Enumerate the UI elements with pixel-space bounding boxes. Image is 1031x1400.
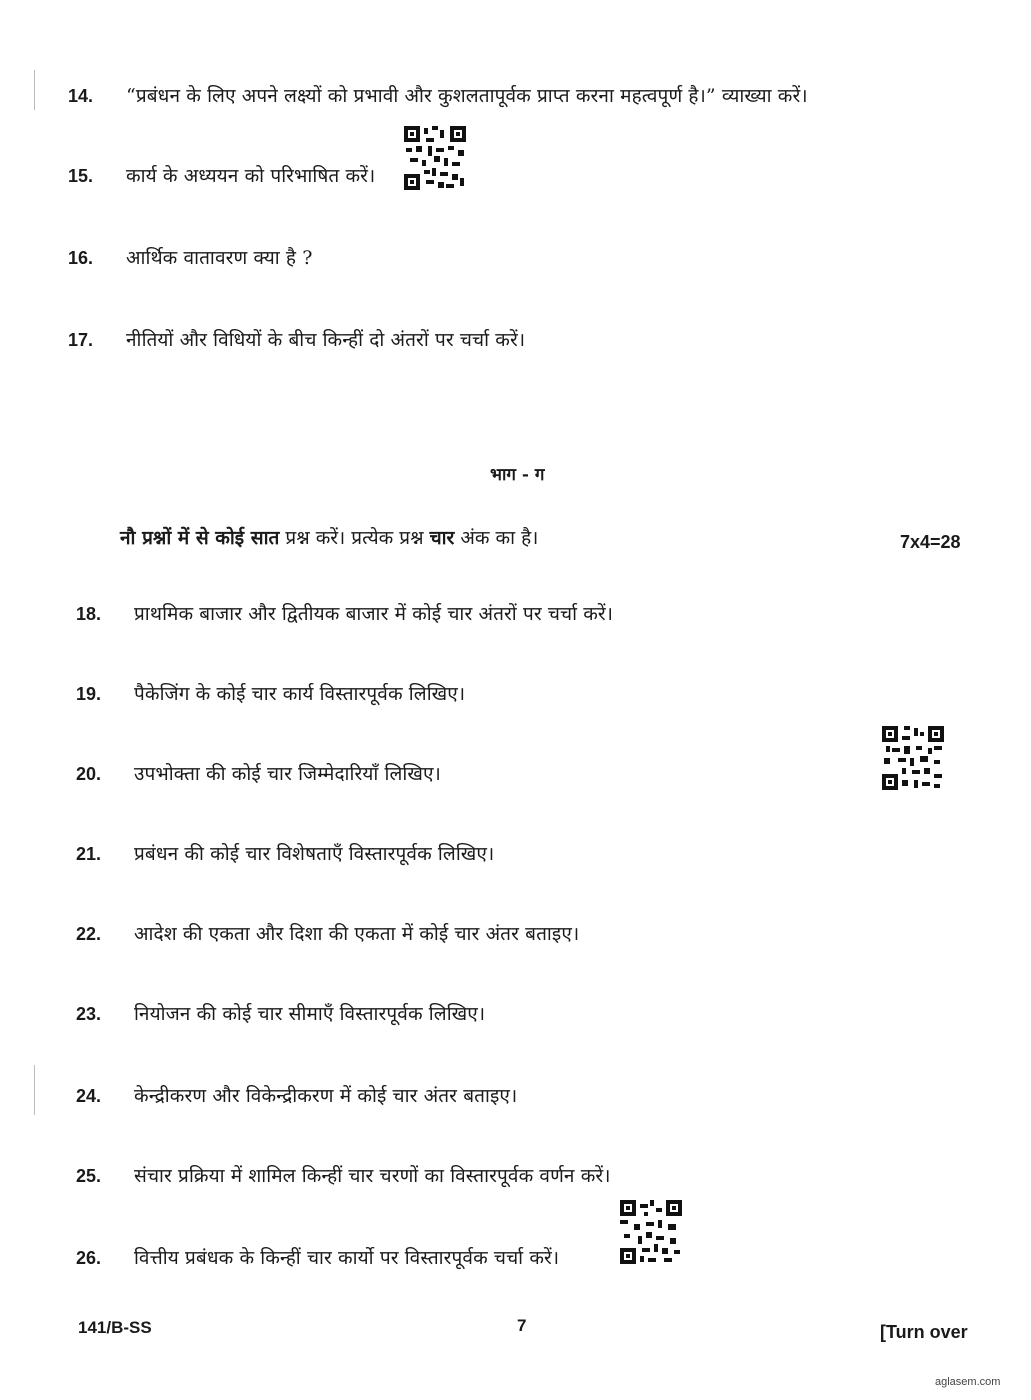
question-text: प्रबंधन की कोई चार विशेषताएँ विस्तारपूर्वक लिखिए।: [134, 843, 495, 865]
question-number: 25.: [76, 1166, 102, 1186]
question-text: “प्रबंधन के लिए अपने लक्ष्यों को प्रभावी और कुशलतापूर्वक प्राप्त करना महत्वपूर्ण है।” व्याख्या करें।: [126, 85, 808, 107]
question-number: 22.: [76, 924, 102, 944]
question-22: [76, 920, 579, 946]
question-number: 16.: [68, 248, 94, 268]
question-21: [76, 840, 494, 866]
question-text: पैकेजिंग के कोई चार कार्य विस्तारपूर्वक लिखिए।: [134, 683, 466, 705]
question-19: [76, 680, 465, 706]
margin-line: [34, 70, 35, 110]
question-number: 17.: [68, 330, 94, 350]
qr-code-icon: [404, 126, 466, 190]
question-number: 24.: [76, 1086, 102, 1106]
question-number: 18.: [76, 604, 102, 624]
question-20: [76, 760, 441, 786]
question-text: आर्थिक वातावरण क्या है ?: [126, 247, 313, 269]
question-26: [76, 1244, 559, 1270]
qr-code-icon: [620, 1200, 682, 1264]
question-17: [68, 326, 525, 352]
question-25: [76, 1162, 611, 1188]
question-text: नियोजन की कोई चार सीमाएँ विस्तारपूर्वक लिखिए।: [134, 1003, 486, 1025]
instruction-part: सात: [250, 527, 280, 549]
instruction-part: अंक का है।: [454, 527, 539, 549]
question-14: [68, 82, 808, 108]
question-number: 20.: [76, 764, 102, 784]
question-text: नीतियों और विधियों के बीच किन्हीं दो अंतरों पर चर्चा करें।: [126, 329, 526, 351]
question-text: केन्द्रीकरण और विकेन्द्रीकरण में कोई चार अंतर बताइए।: [134, 1085, 518, 1107]
question-number: 15.: [68, 166, 94, 186]
question-text: आदेश की एकता और दिशा की एकता में कोई चार अंतर बताइए।: [134, 923, 580, 945]
watermark: aglasem.com: [935, 1376, 1001, 1388]
section-marks: 7x4=28: [900, 532, 961, 552]
question-text: उपभोक्ता की कोई चार जिम्मेदारियाँ लिखिए।: [134, 763, 441, 785]
question-text: कार्य के अध्ययन को परिभाषित करें।: [126, 165, 376, 187]
question-16: [68, 244, 313, 270]
question-text: प्राथमिक बाजार और द्वितीयक बाजार में कोई चार अंतरों पर चर्चा करें।: [134, 603, 614, 625]
instruction-part: चार: [429, 527, 455, 549]
question-number: 23.: [76, 1004, 102, 1024]
question-number: 14.: [68, 86, 94, 106]
paper-code: 141/B-SS: [78, 1318, 152, 1337]
margin-line: [34, 1065, 35, 1115]
section-title: भाग - ग: [490, 465, 545, 485]
question-23: [76, 1000, 485, 1026]
question-15: [68, 162, 375, 188]
instruction-part: प्रश्न करें। प्रत्येक प्रश्न: [279, 527, 430, 549]
question-text: संचार प्रक्रिया में शामिल किन्हीं चार चरणों का विस्तारपूर्वक वर्णन करें।: [134, 1165, 611, 1187]
instruction-part: नौ प्रश्नों में से कोई: [120, 527, 251, 549]
page-number: 7: [517, 1316, 527, 1335]
question-number: 19.: [76, 684, 102, 704]
question-24: [76, 1082, 517, 1108]
question-18: [76, 600, 613, 626]
section-instruction: [120, 524, 538, 550]
qr-code-icon: [882, 726, 944, 790]
turn-over-label: [Turn over: [880, 1322, 968, 1342]
question-number: 26.: [76, 1248, 102, 1268]
question-text: वित्तीय प्रबंधक के किन्हीं चार कार्यो पर विस्तारपूर्वक चर्चा करें।: [134, 1247, 560, 1269]
question-number: 21.: [76, 844, 102, 864]
